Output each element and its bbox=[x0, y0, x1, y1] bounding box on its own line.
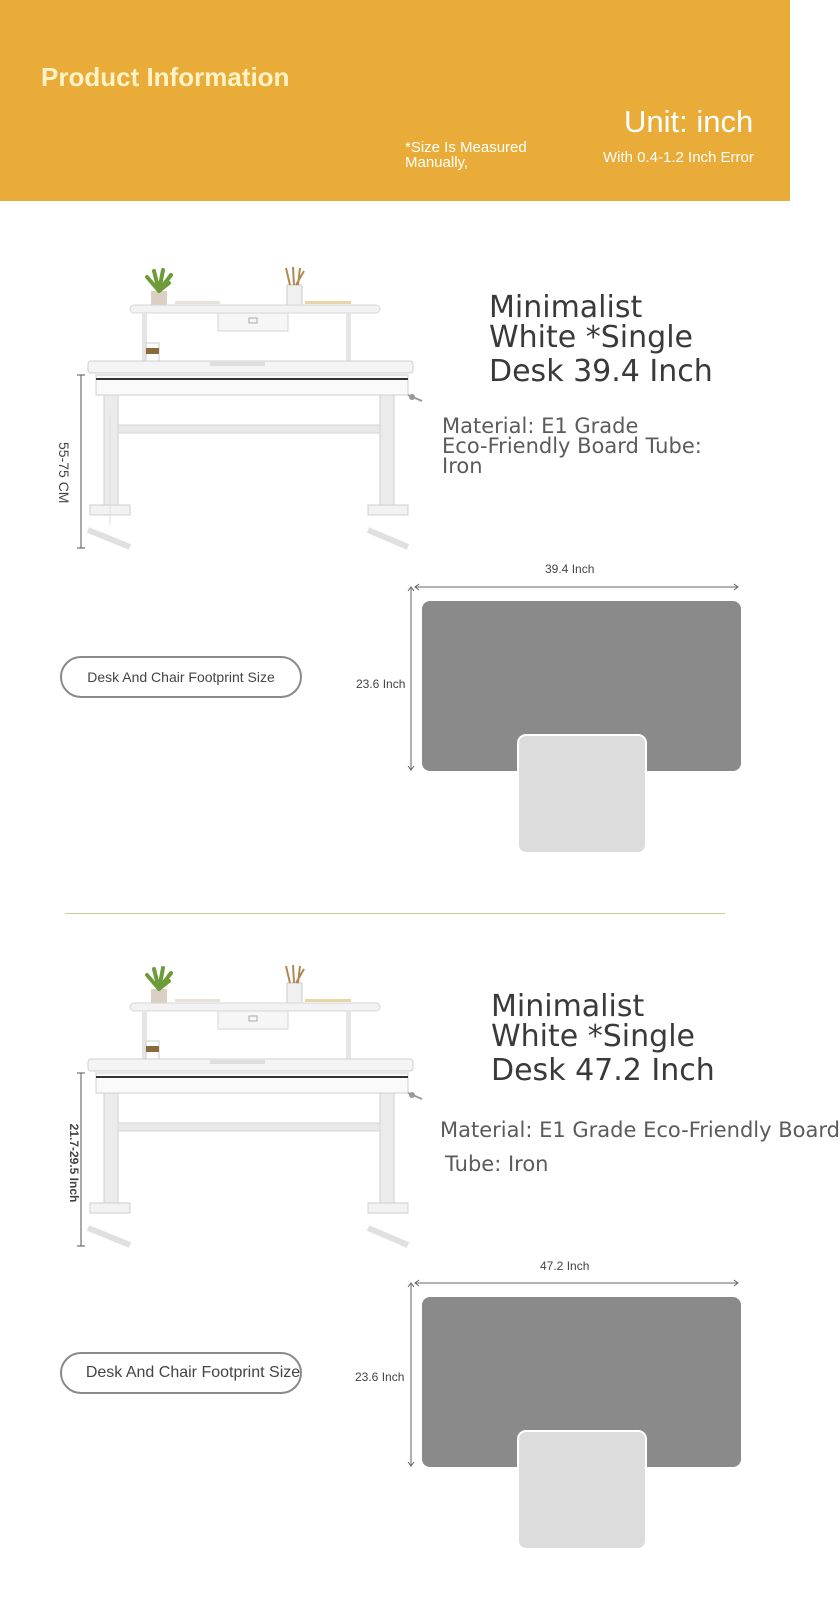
measured-note: *Size Is Measured Manually, bbox=[405, 139, 527, 171]
header-banner bbox=[0, 0, 790, 201]
footprint-size-label: Desk And Chair Footprint Size bbox=[87, 669, 275, 685]
product-title-line: Desk 47.2 Inch bbox=[491, 1053, 715, 1088]
product-title-line: Desk 39.4 Inch bbox=[489, 354, 713, 389]
material-description bbox=[442, 416, 702, 476]
page-title: Product Information bbox=[41, 62, 290, 92]
product-title-line: Minimalist bbox=[489, 290, 643, 325]
material-line: Eco-Friendly Board Tube: bbox=[442, 434, 702, 458]
material-line: Iron bbox=[442, 454, 483, 478]
depth-dimension-label: 23.6 Inch bbox=[355, 1370, 405, 1384]
height-dimension-label: 55-75 CM bbox=[56, 442, 72, 504]
material-description bbox=[440, 1113, 840, 1181]
footprint-diagram bbox=[405, 1276, 745, 1551]
chair-footprint bbox=[518, 1431, 646, 1549]
product-title-line: White *Single bbox=[489, 320, 693, 355]
product-title-line: Minimalist bbox=[491, 989, 645, 1024]
depth-dimension-label: 23.6 Inch bbox=[356, 677, 406, 691]
material-line: Material: E1 Grade Eco-Friendly Board bbox=[440, 1118, 840, 1142]
footprint-diagram bbox=[405, 580, 745, 855]
footprint-size-button bbox=[60, 656, 302, 698]
error-note: With 0.4-1.2 Inch Error bbox=[603, 149, 754, 166]
desk-illustration bbox=[50, 963, 440, 1253]
footprint-size-label: Desk And Chair Footprint Size bbox=[85, 1364, 301, 1381]
product-title bbox=[489, 290, 713, 389]
width-dimension-label: 47.2 Inch bbox=[540, 1259, 590, 1273]
material-line: Material: E1 Grade bbox=[442, 414, 639, 438]
desk-illustration bbox=[50, 265, 440, 555]
height-dimension-label: 21.7-29.5 Inch bbox=[67, 1123, 81, 1203]
product-title-line: White *Single bbox=[491, 1019, 695, 1054]
width-dimension-label: 39.4 Inch bbox=[545, 562, 595, 576]
section-divider bbox=[65, 913, 725, 914]
unit-label: Unit: inch bbox=[624, 104, 754, 139]
product-title bbox=[491, 989, 715, 1088]
footprint-size-button bbox=[60, 1352, 302, 1394]
chair-footprint bbox=[518, 735, 646, 853]
material-line: Tube: Iron bbox=[445, 1152, 549, 1176]
